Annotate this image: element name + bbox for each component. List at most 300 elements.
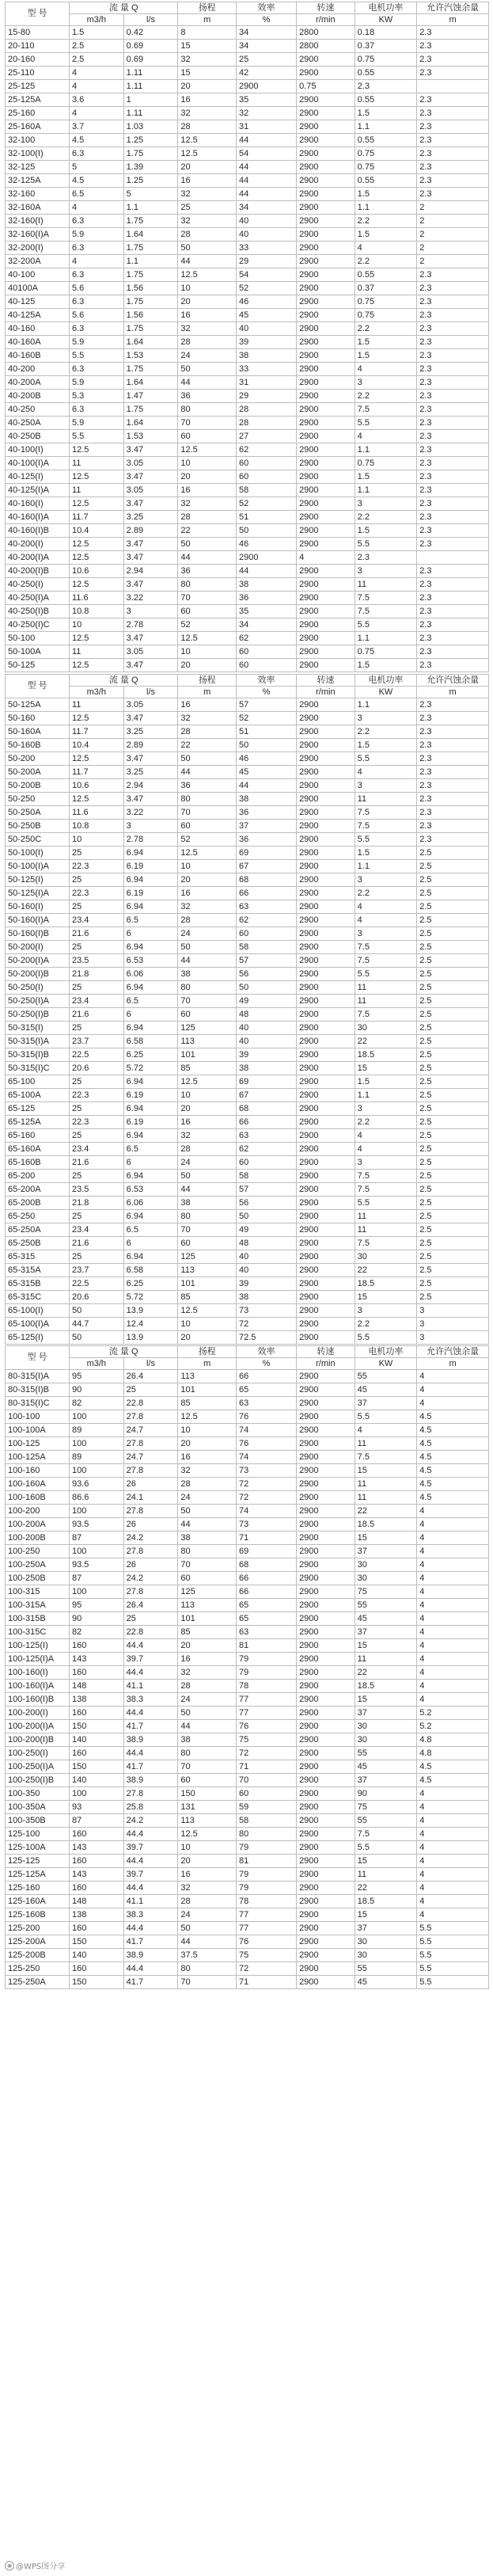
cell-value: 4 [69,80,123,93]
cell-value: 2.5 [417,1210,489,1223]
cell-value: 12.5 [69,538,123,551]
cell-value: 67 [237,1089,297,1102]
cell-value: 4 [417,1680,489,1693]
cell-value: 90 [69,1383,123,1397]
cell-value: 2.5 [417,968,489,981]
cell-value: 2900 [297,120,355,134]
cell-value: 66 [237,1585,297,1599]
cell-value: 1.5 [355,107,417,120]
cell-model: 40-200A [6,376,70,390]
cell-value: 2900 [297,1129,355,1143]
cell-value: 2.3 [417,645,489,659]
cell-value: 1.5 [355,349,417,363]
cell-value: 25 [69,873,123,887]
cell-value: 4.8 [417,1747,489,1760]
cell-value: 36 [178,390,237,403]
cell-value: 2.5 [417,1183,489,1197]
cell-value: 4.5 [417,1478,489,1491]
cell-value: 2.3 [417,390,489,403]
cell-value: 40 [237,1035,297,1048]
cell-value: 34 [237,201,297,215]
cell-model: 100-125(I)A [6,1653,70,1666]
cell-value: 2.3 [417,147,489,161]
cell-value: 0.55 [355,174,417,188]
cell-value: 85 [178,1626,237,1639]
cell-value: 2900 [297,1585,355,1599]
cell-value: 28 [237,417,297,430]
table-row [6,1156,489,1170]
unit-m: m [178,14,237,26]
cell-value: 5.72 [123,1291,178,1304]
cell-value: 2.3 [417,779,489,793]
cell-value: 131 [178,1801,237,1814]
cell-value: 32 [178,1666,237,1680]
cell-value: 24.2 [123,1532,178,1545]
cell-value: 38 [178,968,237,981]
cell-value: 30 [355,1022,417,1035]
cell-value: 60 [178,820,237,833]
cell-value: 3.47 [123,578,178,592]
cell-model: 50-160B [6,739,70,752]
cell-value: 4 [417,1370,489,1383]
cell-value: 25 [69,1129,123,1143]
cell-value: 3 [355,1304,417,1318]
table-row [6,1693,489,1707]
cell-value: 4.5 [417,1464,489,1478]
cell-value: 0.69 [123,40,178,53]
cell-value: 2.3 [417,67,489,80]
cell-value: 6.3 [69,268,123,282]
cell-value: 3 [355,376,417,390]
cell-value: 4 [355,363,417,376]
table-row [6,578,489,592]
cell-value: 50 [178,941,237,954]
cell-value: 2900 [297,1855,355,1868]
cell-model: 50-315(I)C [6,1062,70,1075]
cell-model: 40-200(I)B [6,565,70,578]
cell-model: 65-125 [6,1102,70,1116]
cell-value: 40 [237,215,297,228]
cell-value: 20 [178,1331,237,1345]
cell-value: 2900 [297,322,355,336]
cell-value: 2900 [297,806,355,820]
cell-model: 50-125(I) [6,873,70,887]
cell-value: 20 [178,295,237,309]
cell-model: 40-125(I)A [6,484,70,497]
cell-value: 2.2 [355,390,417,403]
cell-value: 72 [237,1491,297,1505]
table-row [6,887,489,900]
cell-value: 6.3 [69,215,123,228]
cell-model: 50-315(I)B [6,1048,70,1062]
cell-value: 7.5 [355,1451,417,1464]
cell-value: 2900 [297,1814,355,1828]
cell-value: 30 [355,1250,417,1264]
cell-value: 4.5 [69,134,123,147]
cell-value: 4 [355,1129,417,1143]
table-row [6,1532,489,1545]
cell-model: 32-160 [6,188,70,201]
header-speed: 转速 [297,675,355,687]
cell-value: 2900 [297,1156,355,1170]
cell-value: 38 [237,1291,297,1304]
cell-value: 2900 [297,443,355,457]
cell-value: 70 [178,592,237,605]
cell-value: 57 [237,954,297,968]
header-npsh: 允许汽蚀余量 [417,2,489,14]
cell-model: 50-315(I)A [6,1035,70,1048]
cell-value: 57 [237,1183,297,1197]
cell-value: 38 [178,1733,237,1747]
cell-value: 45 [237,309,297,322]
cell-value: 69 [237,1075,297,1089]
cell-value: 34 [237,26,297,40]
cell-value: 44.4 [123,1882,178,1895]
cell-value: 160 [69,1855,123,1868]
cell-value: 1.1 [355,201,417,215]
cell-model: 50-100 [6,632,70,645]
cell-value: 2900 [297,592,355,605]
cell-value: 2900 [297,1331,355,1345]
cell-value: 30 [355,1935,417,1949]
cell-value: 1.1 [355,484,417,497]
cell-value: 6.94 [123,1210,178,1223]
cell-value: 2.5 [417,1075,489,1089]
cell-value: 50 [178,1505,237,1518]
cell-value: 2.5 [417,1035,489,1048]
cell-value: 2900 [297,134,355,147]
cell-value: 22 [178,524,237,538]
cell-model: 125-200 [6,1922,70,1935]
cell-value: 79 [237,1882,297,1895]
cell-value: 113 [178,1370,237,1383]
cell-value: 4 [417,1505,489,1518]
cell-value: 10.4 [69,739,123,752]
cell-value: 6.94 [123,1102,178,1116]
unit-m: m [178,687,237,698]
cell-value: 100 [69,1505,123,1518]
cell-value: 2.3 [417,659,489,672]
cell-value: 2.5 [417,914,489,927]
cell-model: 100-160(I) [6,1666,70,1680]
cell-value: 100 [69,1787,123,1801]
cell-model: 100-315A [6,1599,70,1612]
cell-value: 1.75 [123,403,178,417]
cell-value: 11 [69,698,123,712]
cell-value: 2900 [297,1599,355,1612]
cell-value: 30 [355,1558,417,1572]
cell-value: 3 [417,1318,489,1331]
table-row [6,1935,489,1949]
cell-value: 22 [355,1264,417,1277]
cell-value: 82 [69,1397,123,1410]
cell-value: 15 [178,67,237,80]
cell-value: 2900 [297,954,355,968]
cell-value: 2900 [297,1558,355,1572]
cell-value: 3.25 [123,725,178,739]
cell-value: 4 [355,900,417,914]
cell-value: 11.7 [69,766,123,779]
cell-value: 66 [237,887,297,900]
cell-value: 28 [237,403,297,417]
cell-value: 100 [69,1585,123,1599]
cell-value: 2900 [297,1250,355,1264]
cell-value: 1.64 [123,336,178,349]
cell-value: 0.18 [355,26,417,40]
cell-value: 4 [417,1639,489,1653]
cell-value: 2.3 [417,349,489,363]
unit-m3h: m3/h [69,1358,123,1370]
cell-value: 2900 [297,1908,355,1922]
cell-model: 65-315A [6,1264,70,1277]
cell-model: 50-160A [6,725,70,739]
cell-value: 1.5 [69,26,123,40]
cell-value: 24 [178,349,237,363]
cell-value: 2.3 [417,820,489,833]
cell-value: 3.25 [123,511,178,524]
cell-value: 50 [237,524,297,538]
cell-value: 24.2 [123,1814,178,1828]
cell-value: 6.19 [123,1089,178,1102]
cell-model: 32-160(I)A [6,228,70,242]
cell-value: 4 [417,1801,489,1814]
cell-value: 2900 [297,1464,355,1478]
cell-value: 12.5 [69,793,123,806]
cell-value: 32 [237,107,297,120]
cell-value: 12.5 [178,147,237,161]
table-row [6,484,489,497]
cell-value: 16 [178,1451,237,1464]
cell-value: 3 [355,565,417,578]
cell-model: 25-110 [6,67,70,80]
cell-value: 2900 [297,847,355,860]
cell-value: 5.3 [69,390,123,403]
cell-value: 62 [237,914,297,927]
cell-value: 12.5 [178,268,237,282]
cell-value: 2800 [297,40,355,53]
cell-value: 60 [237,659,297,672]
cell-value: 50 [237,1210,297,1223]
cell-value: 25 [69,900,123,914]
cell-value: 5.9 [69,376,123,390]
cell-value: 10 [69,618,123,632]
cell-value: 2.3 [417,443,489,457]
cell-value: 44 [178,551,237,565]
cell-value: 2900 [297,511,355,524]
cell-value: 16 [178,1653,237,1666]
cell-value: 2900 [297,67,355,80]
cell-model: 100-315C [6,1626,70,1639]
cell-value: 66 [237,1116,297,1129]
cell-value: 5 [123,188,178,201]
cell-model: 50-200(I)A [6,954,70,968]
cell-value: 38 [237,793,297,806]
cell-value: 3.05 [123,698,178,712]
header-row-titles [6,2,489,14]
cell-value: 16 [178,174,237,188]
cell-value: 6 [123,1237,178,1250]
cell-value: 2900 [297,363,355,376]
cell-value: 77 [237,1908,297,1922]
cell-model: 32-125 [6,161,70,174]
cell-value: 1.56 [123,309,178,322]
cell-value: 6.94 [123,1075,178,1089]
cell-value: 6.25 [123,1048,178,1062]
table-row [6,954,489,968]
cell-model: 65-250A [6,1223,70,1237]
cell-model: 40100A [6,282,70,295]
cell-value: 72.5 [237,1331,297,1345]
cell-value: 11.6 [69,592,123,605]
table-row [6,147,489,161]
watermark [5,2559,65,2571]
table-row [6,725,489,739]
cell-value: 2.2 [355,725,417,739]
cell-value: 3 [355,779,417,793]
cell-value: 6.5 [123,995,178,1008]
cell-value: 75 [355,1801,417,1814]
cell-value: 2900 [297,1089,355,1102]
cell-value: 70 [178,1223,237,1237]
cell-value: 6.19 [123,887,178,900]
cell-value: 6.3 [69,147,123,161]
cell-value: 2900 [297,1491,355,1505]
cell-value: 12.5 [178,1410,237,1424]
cell-value: 100 [69,1545,123,1558]
cell-value: 49 [237,1223,297,1237]
cell-value: 1.5 [355,847,417,860]
cell-value: 10 [178,282,237,295]
cell-value: 2.3 [417,497,489,511]
cell-value: 22.5 [69,1277,123,1291]
cell-value: 13.9 [123,1304,178,1318]
cell-value: 2.5 [417,860,489,873]
cell-value: 2900 [297,725,355,739]
unit-m: m [178,1358,237,1370]
cell-value: 95 [69,1370,123,1383]
cell-value: 5.5 [355,1331,417,1345]
cell-value: 3.7 [69,120,123,134]
cell-value: 3 [355,497,417,511]
cell-value: 28 [178,120,237,134]
cell-model: 100-160(I)B [6,1693,70,1707]
cell-model: 100-315B [6,1612,70,1626]
cell-value: 38.3 [123,1693,178,1707]
cell-value: 4 [69,67,123,80]
header-row-units [6,687,489,698]
cell-value: 27 [237,430,297,443]
cell-value: 60 [178,1774,237,1787]
cell-value: 51 [237,511,297,524]
cell-value: 44.4 [123,1707,178,1720]
table-row [6,1814,489,1828]
cell-value: 5.5 [417,1949,489,1962]
cell-value: 2900 [297,1895,355,1908]
cell-value: 79 [237,1666,297,1680]
cell-value: 12.5 [178,134,237,147]
cell-value: 7.5 [355,1183,417,1197]
cell-value: 2900 [297,255,355,268]
cell-model: 65-315B [6,1277,70,1291]
header-flow: 流 量 Q [69,1346,177,1358]
table-row [6,1599,489,1612]
cell-value: 15 [178,40,237,53]
cell-model: 20-160 [6,53,70,67]
header-flow: 流 量 Q [69,2,177,14]
cell-value: 3 [355,927,417,941]
cell-value: 50 [178,1170,237,1183]
cell-value: 0.75 [355,161,417,174]
cell-value: 41.7 [123,1720,178,1733]
cell-value: 138 [69,1908,123,1922]
cell-value: 2.3 [417,93,489,107]
unit-kw: KW [355,687,417,698]
cell-model: 50-125(I)A [6,887,70,900]
cell-value: 2900 [297,1197,355,1210]
cell-value: 2.3 [417,470,489,484]
cell-value: 52 [237,712,297,725]
cell-model: 80-315(I)B [6,1383,70,1397]
cell-model: 40-100(I)A [6,457,70,470]
cell-value: 10.6 [69,779,123,793]
cell-value: 23.4 [69,1143,123,1156]
cell-value: 1.5 [355,524,417,538]
cell-value: 4 [417,1532,489,1545]
cell-value: 52 [178,833,237,847]
cell-value: 25 [69,941,123,954]
table-row [6,968,489,981]
cell-value: 28 [178,914,237,927]
cell-model: 100-160A [6,1478,70,1491]
cell-model: 40-160 [6,322,70,336]
cell-value: 59 [237,1801,297,1814]
cell-value: 0.55 [355,268,417,282]
cell-value: 10.8 [69,820,123,833]
cell-model: 65-100A [6,1089,70,1102]
header-model: 型 号 [6,2,70,26]
table-row [6,228,489,242]
cell-model: 100-350A [6,1801,70,1814]
cell-value: 125 [178,1022,237,1035]
cell-value: 4.5 [417,1451,489,1464]
cell-value: 2.3 [417,511,489,524]
cell-value: 16 [178,1116,237,1129]
cell-value: 12.5 [69,551,123,565]
cell-value: 70 [178,806,237,820]
cell-value: 2900 [297,1143,355,1156]
cell-value: 150 [69,1720,123,1733]
cell-model: 40-200 [6,363,70,376]
cell-value: 37.5 [178,1949,237,1962]
cell-model: 40-250B [6,430,70,443]
cell-value: 1.25 [123,134,178,147]
table-row [6,188,489,201]
cell-value: 70 [237,1774,297,1787]
cell-value: 41.1 [123,1895,178,1908]
cell-value: 1.1 [355,698,417,712]
cell-value: 23.7 [69,1264,123,1277]
cell-value: 18.5 [355,1277,417,1291]
table-row [6,336,489,349]
table-row [6,739,489,752]
cell-value: 33 [237,242,297,255]
cell-value: 1.1 [355,632,417,645]
cell-value: 1.5 [355,470,417,484]
cell-value: 2900 [297,1210,355,1223]
cell-value: 32 [178,1882,237,1895]
cell-value: 26.4 [123,1370,178,1383]
cell-value: 2900 [297,914,355,927]
